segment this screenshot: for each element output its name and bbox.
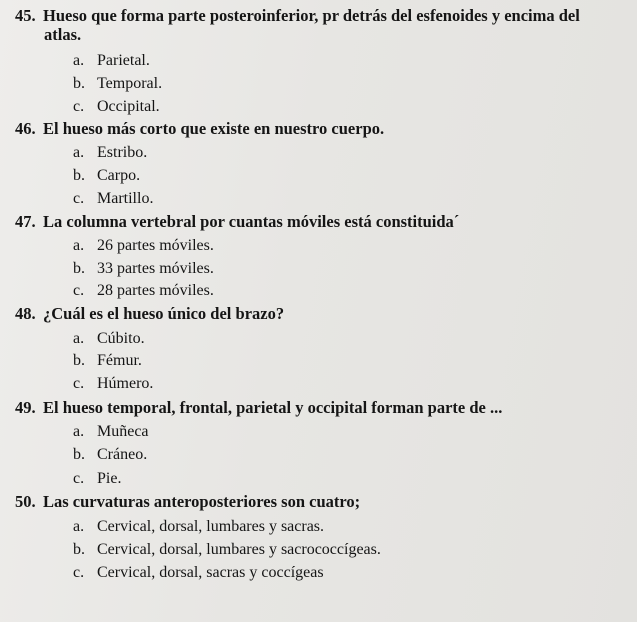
question-48 (15, 304, 284, 324)
option-text: Parietal. (97, 52, 150, 69)
option-46-a (73, 143, 147, 163)
question-47 (15, 212, 459, 232)
option-50-c (73, 563, 324, 583)
option-45-a (73, 51, 150, 71)
option-letter: a. (73, 52, 85, 69)
option-text: Fémur. (97, 352, 142, 369)
question-49 (15, 398, 502, 418)
question-number: 48. (15, 304, 36, 323)
option-letter: a. (73, 237, 85, 254)
option-letter: b. (73, 541, 85, 558)
option-50-a (73, 517, 324, 537)
option-text: Pie. (97, 470, 122, 487)
option-letter: b. (73, 352, 85, 369)
option-letter: b. (73, 75, 85, 92)
option-46-c (73, 189, 153, 209)
question-text: ¿Cuál es el hueso único del brazo? (43, 304, 285, 323)
option-49-c (73, 469, 121, 489)
question-45 (15, 6, 580, 26)
option-text: Occipital. (97, 98, 160, 115)
option-47-b (73, 259, 214, 279)
option-text: Muñeca (97, 423, 149, 440)
question-text: El hueso más corto que existe en nuestro cuerpo. (43, 119, 385, 138)
question-46 (15, 119, 384, 139)
option-letter: b. (73, 446, 85, 463)
question-text: Las curvaturas anteroposteriores son cuatro; (43, 492, 361, 511)
option-48-c (73, 374, 153, 394)
option-50-b (73, 540, 381, 560)
question-number: 47. (15, 212, 36, 231)
option-letter: c. (73, 282, 85, 299)
option-45-c (73, 97, 160, 117)
option-text: Cráneo. (97, 446, 148, 463)
option-46-b (73, 166, 140, 186)
option-text: Martillo. (97, 190, 154, 207)
option-letter: c. (73, 564, 85, 581)
option-letter: c. (73, 470, 85, 487)
option-letter: a. (73, 518, 85, 535)
question-number: 49. (15, 398, 36, 417)
option-48-b (73, 351, 142, 371)
option-text: Cervical, dorsal, lumbares y sacrococcígeas. (97, 541, 381, 558)
option-47-a (73, 236, 214, 256)
question-number: 46. (15, 119, 36, 138)
option-49-b (73, 445, 147, 465)
option-text: Cervical, dorsal, lumbares y sacras. (97, 518, 325, 535)
question-text: Hueso que forma parte posteroinferior, pr detrás del esfenoides y encima del (43, 6, 580, 25)
option-47-c (73, 281, 214, 301)
option-letter: c. (73, 375, 85, 392)
option-letter: a. (73, 423, 85, 440)
question-number: 50. (15, 492, 36, 511)
option-text: 28 partes móviles. (97, 282, 214, 299)
option-letter: b. (73, 167, 85, 184)
question-50 (15, 492, 360, 512)
option-text: 33 partes móviles. (97, 260, 214, 277)
option-letter: c. (73, 98, 85, 115)
option-letter: c. (73, 190, 85, 207)
option-letter: b. (73, 260, 85, 277)
option-text: Estribo. (97, 144, 148, 161)
option-text: Cervical, dorsal, sacras y coccígeas (97, 564, 324, 581)
option-text: Cúbito. (97, 330, 145, 347)
question-45-continuation: atlas. (44, 25, 82, 44)
option-49-a (73, 422, 149, 442)
option-text: 26 partes móviles. (97, 237, 214, 254)
option-48-a (73, 329, 145, 349)
option-text: Carpo. (97, 167, 141, 184)
question-text: El hueso temporal, frontal, parietal y occipital forman parte de ... (43, 398, 503, 417)
option-text: Temporal. (97, 75, 163, 92)
option-letter: a. (73, 144, 85, 161)
question-number: 45. (15, 6, 36, 25)
option-text: Húmero. (97, 375, 154, 392)
option-letter: a. (73, 330, 85, 347)
question-text: La columna vertebral por cuantas móviles está constituida´ (43, 212, 460, 231)
option-45-b (73, 74, 162, 94)
